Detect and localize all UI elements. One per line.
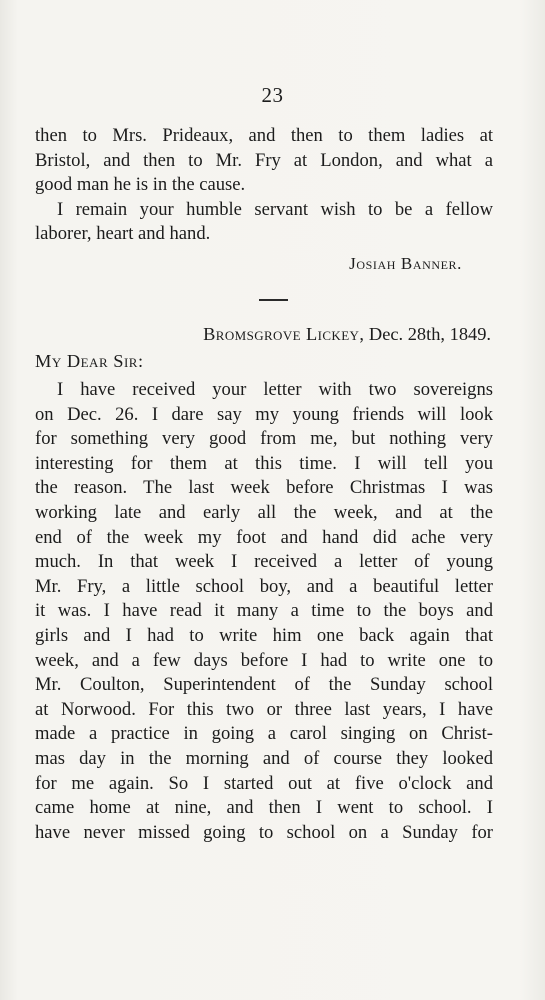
text-line: week, and a few days before I had to write one to bbox=[35, 649, 493, 671]
page-number: 23 bbox=[261, 83, 284, 107]
text-line: on Dec. 26. I dare say my young friends will look bbox=[35, 403, 493, 425]
text-line: for me again. So I started out at five o'clock and bbox=[35, 772, 493, 794]
text-line: at Norwood. For this two or three last years, I have bbox=[35, 698, 493, 720]
text-line: came home at nine, and then I went to school. I bbox=[35, 797, 493, 819]
text-line: have never missed going to school on a Sunday for bbox=[35, 821, 493, 843]
text-line: for something very good from me, but nothing very bbox=[35, 428, 493, 450]
text-line: mas day in the morning and of course they looked bbox=[35, 747, 493, 769]
salutation: My Dear Sir: bbox=[35, 351, 144, 371]
signature: Josiah Banner. bbox=[349, 254, 462, 273]
text-line: it was. I have read it many a time to the boys and bbox=[35, 600, 493, 622]
text-line: then to Mrs. Prideaux, and then to them ladies at bbox=[35, 125, 493, 146]
text-line: laborer, heart and hand. bbox=[35, 223, 211, 245]
text-line: much. In that week I received a letter of young bbox=[35, 551, 493, 573]
text-line: I have received your letter with two sovereigns bbox=[57, 379, 493, 400]
text-line: made a practice in going a carol singing on Christ- bbox=[35, 723, 493, 745]
first-letter-body bbox=[35, 124, 493, 247]
text-line: end of the week my foot and hand did ache very bbox=[35, 526, 493, 548]
text-line: Bristol, and then to Mr. Fry at London, and what a bbox=[35, 149, 493, 171]
text-line: good man he is in the cause. bbox=[35, 174, 246, 196]
text-line: girls and I had to write him one back again that bbox=[35, 624, 493, 646]
text-line: Mr. Fry, a little school boy, and a beautiful letter bbox=[35, 575, 493, 597]
section-divider bbox=[259, 299, 288, 301]
text-line: Mr. Coulton, Superintendent of the Sunday school bbox=[35, 674, 493, 696]
letter-heading bbox=[203, 324, 491, 345]
heading-place: Bromsgrove Lickey, bbox=[203, 324, 365, 344]
heading-date: Dec. 28th, 1849. bbox=[364, 324, 491, 344]
text-line: I remain your humble servant wish to be a fellow bbox=[57, 198, 493, 220]
text-line: working late and early all the week, and at the bbox=[35, 501, 493, 523]
text-line: the reason. The last week before Christmas I was bbox=[35, 477, 493, 499]
text-line: interesting for them at this time. I will tell you bbox=[35, 452, 493, 474]
second-letter-body bbox=[35, 378, 493, 845]
